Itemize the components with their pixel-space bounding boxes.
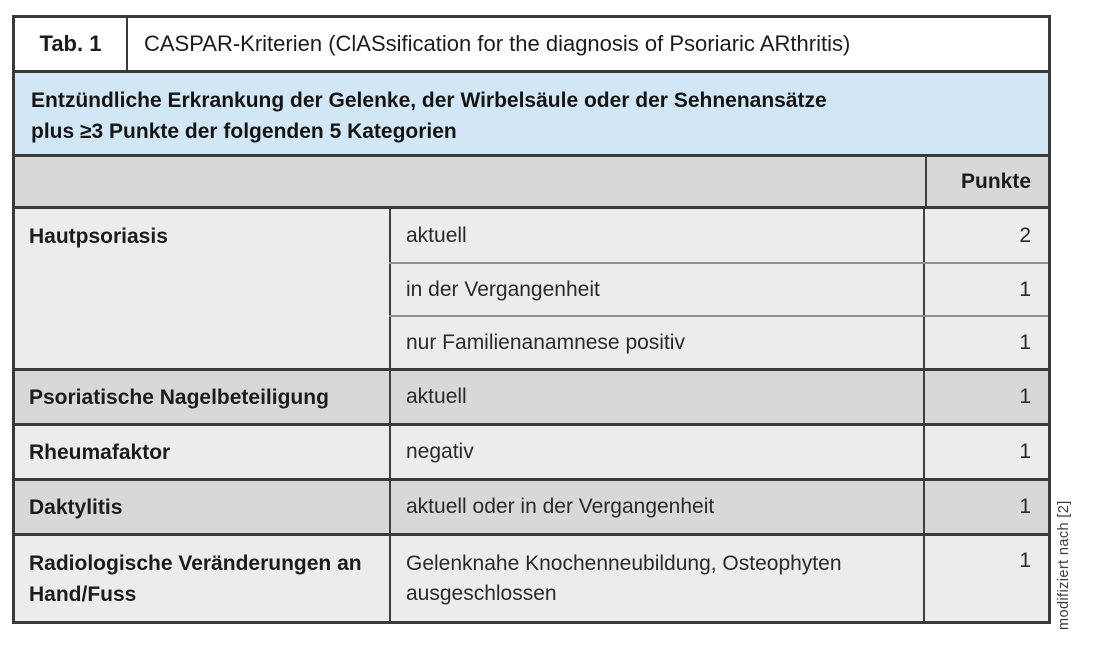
intro-line-2: plus ≥3 Punkte der folgenden 5 Kategorien bbox=[31, 120, 457, 143]
category-cell: Hautpsoriasis bbox=[29, 225, 168, 248]
table-row bbox=[389, 426, 1048, 478]
category-cell: Rheumafaktor bbox=[29, 440, 171, 464]
criterion-cell: nur Familienanamnese positiv bbox=[389, 317, 923, 368]
caspar-criteria-table bbox=[12, 15, 1051, 624]
points-cell: 1 bbox=[923, 264, 1048, 315]
criterion-cell: negativ bbox=[389, 426, 923, 478]
criterion-cell: aktuell bbox=[389, 371, 923, 423]
criterion-cell: Gelenknahe Knochenneubildung, Osteophyten ausgeschlossen bbox=[389, 536, 923, 621]
table-row bbox=[389, 536, 1048, 621]
citation-footnote: modifiziert nach [2] bbox=[1056, 500, 1072, 630]
table-row-group-radiologische-veraenderungen bbox=[15, 533, 1048, 621]
points-cell: 1 bbox=[923, 536, 1048, 621]
table-row-group-nagelbeteiligung bbox=[15, 368, 1048, 423]
table-row bbox=[389, 481, 1048, 533]
table-row-group-daktylitis bbox=[15, 478, 1048, 533]
criterion-cell: in der Vergangenheit bbox=[389, 264, 923, 315]
criteria-column bbox=[389, 371, 1048, 423]
points-header-row bbox=[15, 154, 1048, 206]
criteria-column bbox=[389, 481, 1048, 533]
table-row bbox=[389, 315, 1048, 368]
criteria-column bbox=[389, 426, 1048, 478]
table-row-group-rheumafaktor bbox=[15, 423, 1048, 478]
points-cell: 1 bbox=[923, 481, 1048, 533]
points-cell: 2 bbox=[923, 209, 1048, 262]
table-row bbox=[389, 209, 1048, 262]
criteria-column bbox=[389, 209, 1048, 368]
table-row-group-hautpsoriasis bbox=[15, 206, 1048, 368]
table-title-row bbox=[15, 18, 1048, 70]
points-column-header: Punkte bbox=[925, 157, 1048, 206]
table-row bbox=[389, 371, 1048, 423]
category-cell: Psoriatische Nagelbeteiligung bbox=[29, 385, 329, 409]
criterion-cell: aktuell bbox=[389, 209, 923, 262]
points-cell: 1 bbox=[923, 317, 1048, 368]
points-cell: 1 bbox=[923, 426, 1048, 478]
criteria-column bbox=[389, 536, 1048, 621]
category-cell: Radiologische Veränderungen an Hand/Fuss bbox=[29, 551, 362, 606]
intro-line-1: Entzündliche Erkrankung der Gelenke, der Wirbelsäule oder der Sehnenansätze bbox=[31, 89, 827, 112]
category-cell: Daktylitis bbox=[29, 495, 123, 519]
criterion-cell: aktuell oder in der Vergangenheit bbox=[389, 481, 923, 533]
table-number-label: Tab. 1 bbox=[15, 18, 128, 70]
table-title: CASPAR-Kriterien (ClASsification for the diagnosis of Psoriaric ARthritis) bbox=[144, 31, 851, 56]
points-cell: 1 bbox=[923, 371, 1048, 423]
intro-banner bbox=[15, 70, 1048, 154]
table-row bbox=[389, 262, 1048, 315]
points-header-spacer bbox=[15, 157, 925, 206]
